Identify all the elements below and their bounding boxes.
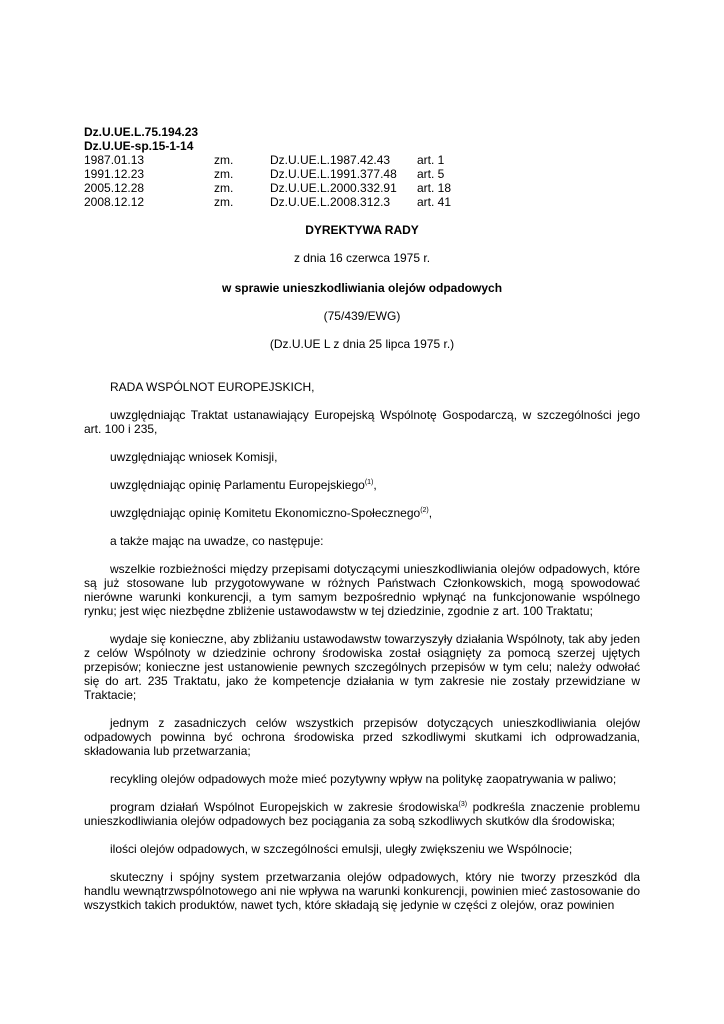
footnote-ref-2[interactable]: (2): [420, 507, 429, 514]
recital-paragraph: wydaje się konieczne, aby zbliżaniu ustawodawstw towarzyszyły działania Wspólnoty, tak aby jeden z celów Wspólnoty w dziedzinie ochrony środowiska został osiągnięty za pomocą szerzej ujętych przepisów; konieczne jest ustanowienie pewnych szczególnych przepisów w tym celu; należy odwołać się do art. 235 Traktatu, jako że kompetencje działania w tym zakresie nie zostały przewidziane w Traktacie;: [84, 632, 640, 702]
recital-parliament: [84, 478, 640, 492]
amendment-type: zm.: [214, 181, 234, 195]
recital-commission: uwzględniając wniosek Komisji,: [110, 450, 278, 464]
amendment-row: [84, 167, 640, 181]
amendment-date: 2005.12.28: [84, 181, 145, 195]
reference-special-edition: Dz.U.UE-sp.15-1-14: [84, 139, 194, 153]
recital-text: program działań Wspólnot Europejskich w zakresie środowiska: [110, 800, 459, 814]
punctuation: ,: [428, 506, 433, 520]
recital-committee: [84, 506, 640, 520]
recital-text: uwzględniając opinię Komitetu Ekonomiczno-Społecznego: [110, 506, 421, 520]
amendment-article: art. 41: [417, 195, 452, 209]
amendment-date: 2008.12.12: [84, 195, 145, 209]
footnote-ref-1[interactable]: (1): [364, 479, 374, 486]
amendment-row: [84, 195, 640, 209]
footnote-ref-3[interactable]: (3): [458, 801, 468, 808]
recital-text: podkreśla znaczenie problemu unieszkodliwiania olejów odpadowych bez pociągania za sobą szkodliwych skutków dla środowiska;: [84, 800, 640, 828]
amendment-reference: Dz.U.UE.L.1991.377.48: [270, 167, 397, 181]
recital-paragraph: recykling olejów odpadowych może mieć pozytywny wpływ na politykę zaopatrywania w paliwo;: [110, 772, 617, 786]
recital-intro: a także mając na uwadze, co następuje:: [110, 534, 324, 548]
recital-treaty: uwzględniając Traktat ustanawiający Europejską Wspólnotę Gospodarczą, w szczególności jego art. 100 i 235,: [84, 408, 640, 436]
recital-text: uwzględniając opinię Parlamentu Europejskiego: [110, 478, 365, 492]
amendment-row: [84, 153, 640, 167]
amendment-type: zm.: [214, 153, 234, 167]
amendment-row: [84, 181, 640, 195]
amendment-reference: Dz.U.UE.L.2008.312.3: [270, 195, 391, 209]
document-content: [84, 125, 640, 912]
amendment-article: art. 18: [417, 181, 452, 195]
amendment-article: art. 5: [417, 167, 445, 181]
reference-primary: Dz.U.UE.L.75.194.23: [84, 125, 199, 139]
amendment-article: art. 1: [417, 153, 445, 167]
recital-paragraph: skuteczny i spójny system przetwarzania olejów odpadowych, który nie tworzy przeszkód dla handlu wewnątrzwspólnotowego ani nie wpływa na warunki konkurencji, powinien mieć zastosowanie do wszystkich takich produktów, nawet tych, które składają się jedynie w części z olejów, oraz powinien: [84, 870, 640, 912]
amendments-table: [84, 153, 640, 209]
document-subject: w sprawie unieszkodliwiania olejów odpadowych: [221, 281, 503, 295]
document-title: DYREKTYWA RADY: [305, 223, 419, 237]
recital-paragraph: ilości olejów odpadowych, w szczególności emulsji, uległy zwiększeniu we Wspólnocie;: [110, 842, 573, 856]
recital-paragraph: jednym z zasadniczych celów wszystkich przepisów dotyczących unieszkodliwiania olejów odpadowych powinna być ochrona środowiska przed szkodliwymi skutkami ich odprowadzania, składowania lub przetwarzania;: [84, 716, 640, 758]
document-date: z dnia 16 czerwca 1975 r.: [293, 251, 431, 265]
amendment-type: zm.: [214, 195, 234, 209]
recital-paragraph: [84, 800, 640, 828]
document-number: (75/439/EWG): [323, 309, 401, 323]
amendment-reference: Dz.U.UE.L.2000.332.91: [270, 181, 397, 195]
amendment-date: 1991.12.23: [84, 167, 145, 181]
preamble-council: RADA WSPÓLNOT EUROPEJSKICH,: [110, 380, 315, 394]
recital-paragraph: wszelkie rozbieżności między przepisami dotyczącymi unieszkodliwiania olejów odpadowych, które są już stosowane lub przygotowywane w różnych Państwach Członkowskich, mogą spowodować nierówne warunki konkurencji, a tym samym bezpośrednio wpłynąć na funkcjonowanie wspólnego rynku; jest więc niezbędne zbliżenie ustawodawstw w tej dziedzinie, zgodnie z art. 100 Traktatu;: [84, 562, 640, 618]
amendment-reference: Dz.U.UE.L.1987.42.43: [270, 153, 391, 167]
journal-reference: (Dz.U.UE L z dnia 25 lipca 1975 r.): [269, 337, 455, 351]
amendment-type: zm.: [214, 167, 234, 181]
amendment-date: 1987.01.13: [84, 153, 145, 167]
punctuation: ,: [373, 478, 377, 492]
